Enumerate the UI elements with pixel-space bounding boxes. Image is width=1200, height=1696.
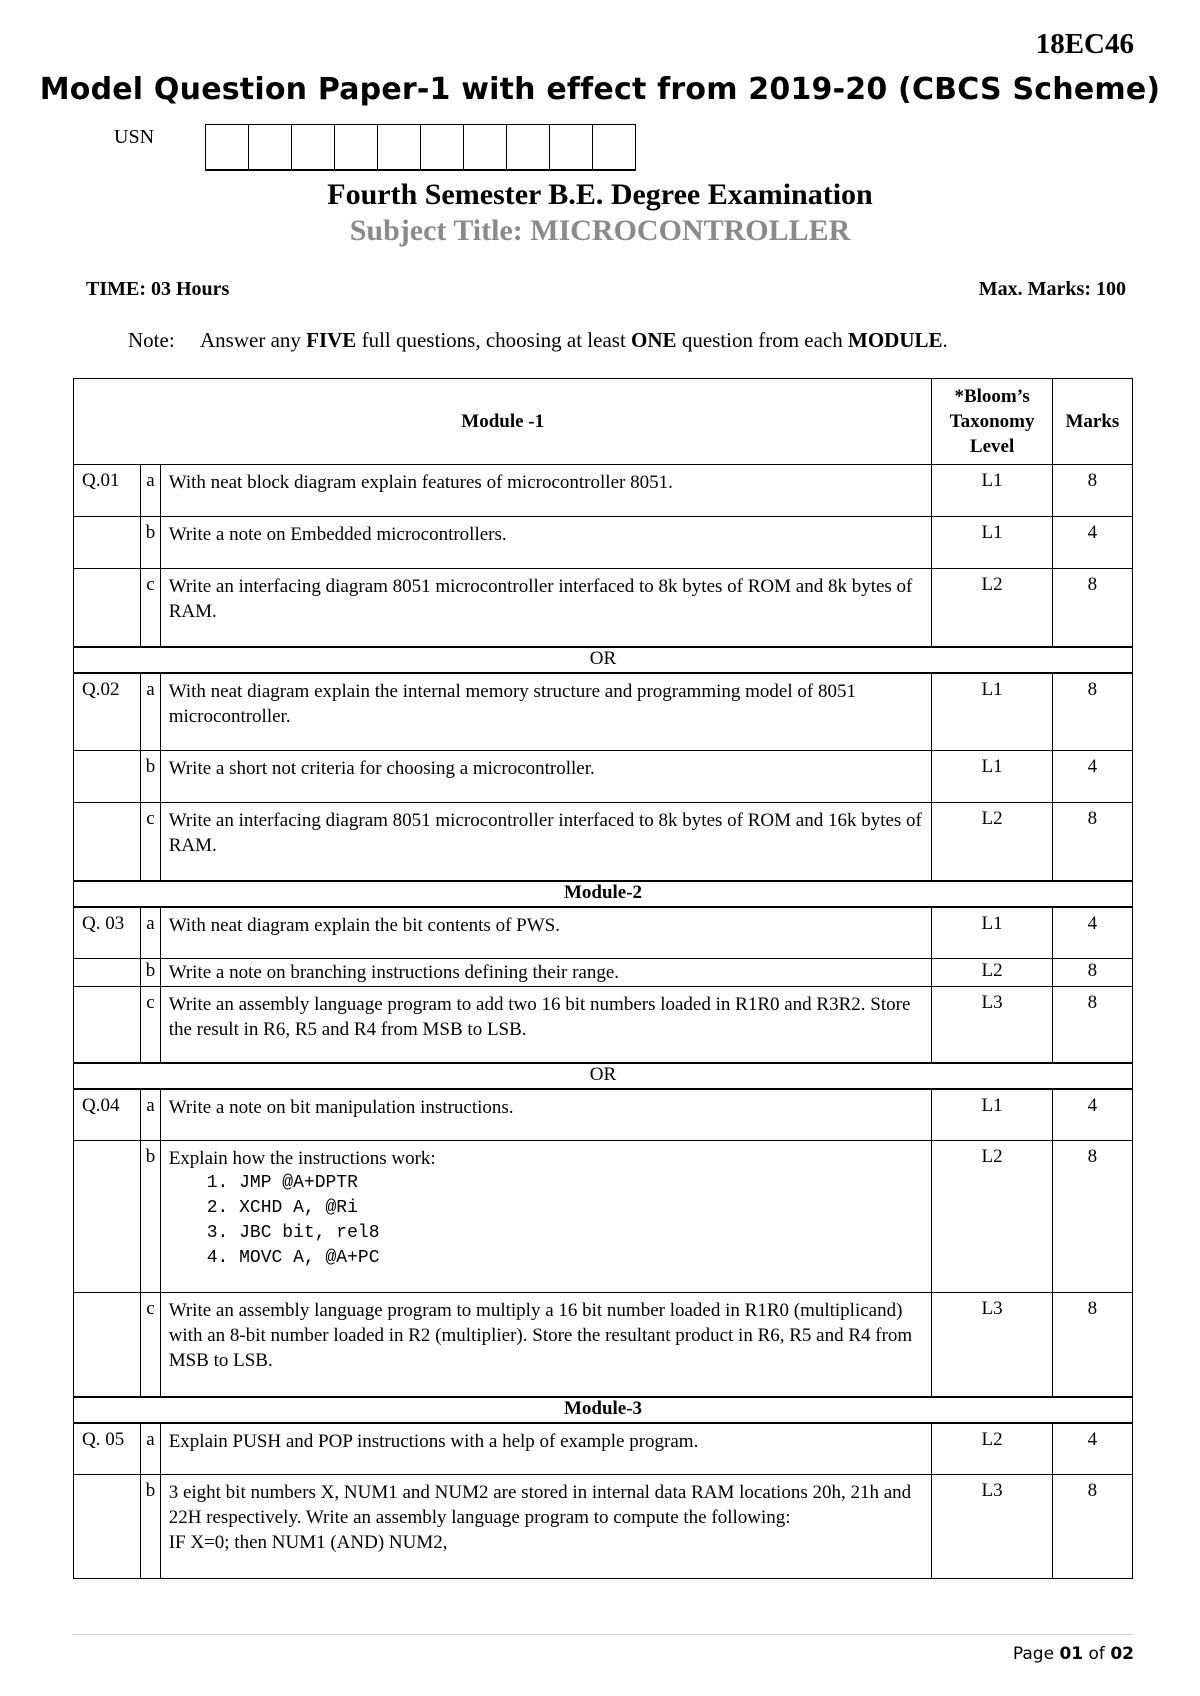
usn-box[interactable] (249, 125, 292, 169)
table-row (74, 959, 1133, 987)
bloom-level: L1 (932, 1089, 1052, 1141)
question-part: c (141, 987, 161, 1063)
marks: 4 (1052, 751, 1132, 803)
bloom-level: L1 (932, 751, 1052, 803)
question-text: Write an interfacing diagram 8051 microcontroller interfaced to 8k bytes of ROM and 16k bytes of RAM. (160, 803, 932, 881)
bloom-level: L2 (932, 803, 1052, 881)
bloom-level-header: *Bloom’s Taxonomy Level (932, 379, 1052, 465)
question-number: Q.02 (74, 673, 141, 751)
bloom-level: L1 (932, 517, 1052, 569)
table-row (74, 1089, 1133, 1141)
code-line: 3. JBC bit, rel8 (206, 1223, 380, 1243)
bloom-level: L2 (932, 569, 1052, 647)
question-text: With neat diagram explain the internal memory structure and programming model of 8051 microcontroller. (160, 673, 932, 751)
table-row (74, 751, 1133, 803)
bloom-level: L1 (932, 673, 1052, 751)
note-label: Note: (128, 328, 175, 352)
table-row (74, 1475, 1133, 1579)
subject-title: Subject Title: MICROCONTROLLER (349, 214, 851, 247)
usn-box[interactable] (507, 125, 550, 169)
marks-header: Marks (1052, 379, 1132, 465)
bloom-level: L2 (932, 1423, 1052, 1475)
marks: 8 (1052, 959, 1132, 987)
question-text: Write a note on Embedded microcontrollers. (160, 517, 932, 569)
usn-box[interactable] (593, 125, 636, 169)
instructions-note (128, 328, 948, 353)
question-part: c (141, 569, 161, 647)
subject-code: 18EC46 (1035, 28, 1134, 60)
question-number: Q.04 (74, 1089, 141, 1141)
marks: 4 (1052, 907, 1132, 959)
question-text: With neat block diagram explain features of microcontroller 8051. (160, 465, 932, 517)
question-part: a (141, 465, 161, 517)
question-text: Write a short not criteria for choosing a microcontroller. (160, 751, 932, 803)
page-number: Page 01 of 02 (1012, 1644, 1134, 1664)
marks: 8 (1052, 569, 1132, 647)
footer-divider (73, 1634, 1133, 1635)
bloom-level: L1 (932, 465, 1052, 517)
exam-duration: TIME: 03 Hours (86, 278, 230, 300)
question-table (73, 378, 1133, 1579)
table-row (74, 465, 1133, 517)
usn-label: USN (114, 126, 155, 148)
question-part: a (141, 1089, 161, 1141)
usn-box[interactable] (378, 125, 421, 169)
max-marks: Max. Marks: 100 (978, 278, 1126, 300)
question-part: b (141, 1475, 161, 1579)
usn-box[interactable] (335, 125, 378, 169)
usn-box[interactable] (292, 125, 335, 169)
question-part: a (141, 673, 161, 751)
question-part: b (141, 517, 161, 569)
usn-box[interactable] (206, 125, 249, 169)
marks: 4 (1052, 1089, 1132, 1141)
bloom-level: L2 (932, 959, 1052, 987)
marks: 8 (1052, 803, 1132, 881)
question-part: c (141, 803, 161, 881)
module-separator: Module-2 (74, 881, 1133, 907)
code-line: 1. JMP @A+DPTR (206, 1173, 358, 1193)
table-row (74, 1293, 1133, 1397)
question-part: b (141, 1141, 161, 1293)
question-text: Write a note on bit manipulation instructions. (160, 1089, 932, 1141)
question-number: Q. 05 (74, 1423, 141, 1475)
code-line: 4. MOVC A, @A+PC (206, 1248, 380, 1268)
question-text: Write an assembly language program to add two 16 bit numbers loaded in R1R0 and R3R2. Store the result in R6, R5 and R4 from MSB to LSB. (160, 987, 932, 1063)
exam-title: Fourth Semester B.E. Degree Examination (327, 178, 873, 211)
or-separator: OR (74, 1063, 1133, 1089)
bloom-level: L1 (932, 907, 1052, 959)
marks: 4 (1052, 517, 1132, 569)
usn-box[interactable] (421, 125, 464, 169)
bloom-level: L3 (932, 1475, 1052, 1579)
question-part: a (141, 907, 161, 959)
usn-input-boxes[interactable] (205, 124, 636, 171)
question-text: Write a note on branching instructions defining their range. (160, 959, 932, 987)
table-row (74, 803, 1133, 881)
marks: 8 (1052, 465, 1132, 517)
table-row (74, 517, 1133, 569)
module-heading: Module -1 (74, 379, 932, 465)
table-row (74, 1423, 1133, 1475)
table-row (74, 907, 1133, 959)
or-separator: OR (74, 647, 1133, 673)
marks: 4 (1052, 1423, 1132, 1475)
marks: 8 (1052, 987, 1132, 1063)
table-row (74, 1141, 1133, 1293)
bloom-level: L3 (932, 1293, 1052, 1397)
module-separator: Module-3 (74, 1397, 1133, 1423)
table-row (74, 569, 1133, 647)
note-text: Answer any FIVE full questions, choosing at least ONE question from each MODULE. (200, 328, 948, 352)
marks: 8 (1052, 1293, 1132, 1397)
question-text: With neat diagram explain the bit contents of PWS. (160, 907, 932, 959)
usn-box[interactable] (464, 125, 507, 169)
usn-box[interactable] (550, 125, 593, 169)
question-text: Explain PUSH and POP instructions with a help of example program. (160, 1423, 932, 1475)
question-part: a (141, 1423, 161, 1475)
marks: 8 (1052, 1141, 1132, 1293)
marks: 8 (1052, 1475, 1132, 1579)
marks: 8 (1052, 673, 1132, 751)
table-row (74, 987, 1133, 1063)
table-row (74, 673, 1133, 751)
question-part: b (141, 751, 161, 803)
paper-title: Model Question Paper-1 with effect from 2019-20 (CBCS Scheme) (39, 72, 1161, 107)
question-number: Q. 03 (74, 907, 141, 959)
question-text: Explain how the instructions work: 1. JMP @A+DPTR 2. XCHD A, @Ri 3. JBC bit, rel8 4. MOVC A, @A+PC (160, 1141, 932, 1293)
bloom-level: L2 (932, 1141, 1052, 1293)
question-text: Write an interfacing diagram 8051 microcontroller interfaced to 8k bytes of ROM and 8k bytes of RAM. (160, 569, 932, 647)
question-part: b (141, 959, 161, 987)
question-number: Q.01 (74, 465, 141, 517)
question-text: Write an assembly language program to multiply a 16 bit number loaded in R1R0 (multiplicand) with an 8-bit number loaded in R2 (multiplier). Store the resultant product in R6, R5 and R4 from MSB to LSB. (160, 1293, 932, 1397)
bloom-level: L3 (932, 987, 1052, 1063)
question-text: 3 eight bit numbers X, NUM1 and NUM2 are stored in internal data RAM locations 20h, 21h and 22H respectively. Write an assembly language program to compute the following: IF X=0; then NUM1 (AND) NUM2, (160, 1475, 932, 1579)
question-part: c (141, 1293, 161, 1397)
code-line: 2. XCHD A, @Ri (206, 1198, 358, 1218)
table-header-row (74, 379, 1133, 465)
